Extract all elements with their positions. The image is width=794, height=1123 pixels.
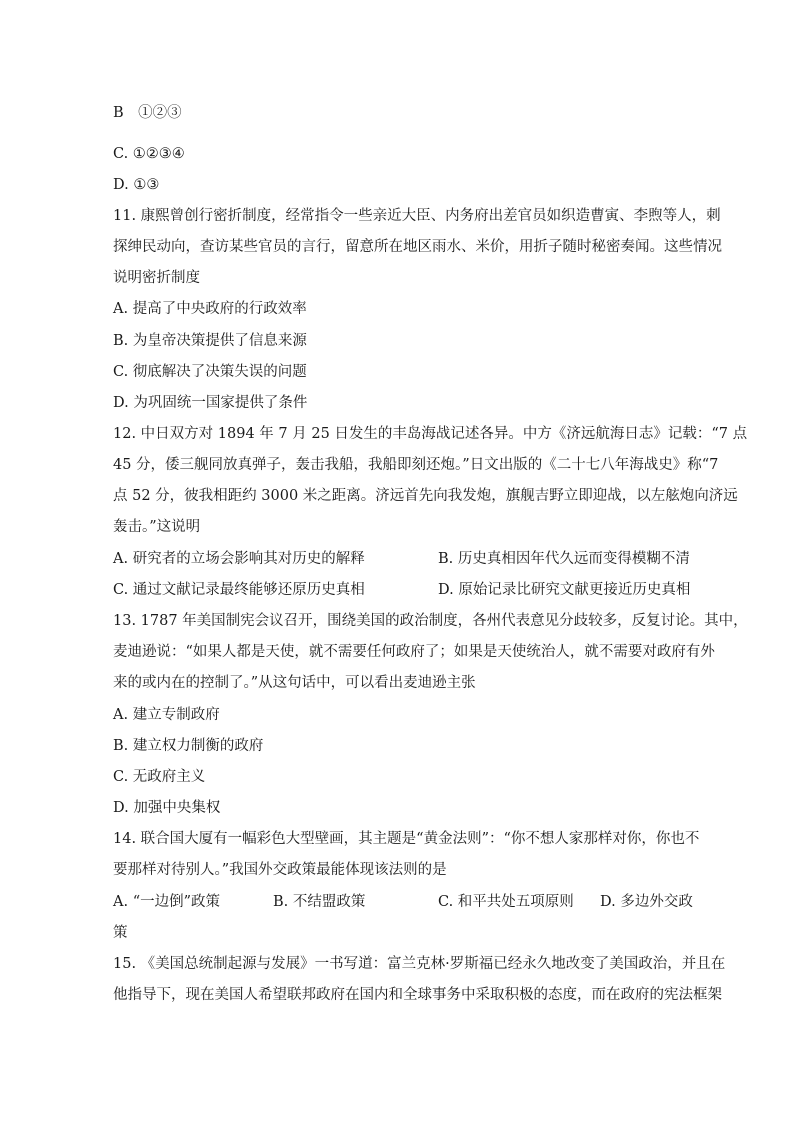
q11-stem-line-3: 说明密折制度 (113, 270, 200, 286)
q12-stem-line-1: 12. 中日双方对 1894 年 7 月 25 日发生的丰岛海战记述各异。中方《济远航海日志》记载：“7 点 (113, 426, 748, 442)
q10-option-d: D. ①③ (113, 177, 160, 193)
q12-stem-line-4: 轰击。”这说明 (113, 519, 201, 535)
q14-option-c: C. 和平共处五项原则 (438, 894, 574, 910)
q11-stem-line-1: 11. 康熙曾创行密折制度，经常指令一些亲近大臣、内务府出差官员如织造曹寅、李煦等人，刺 (113, 208, 721, 224)
q12-options-row-1 (113, 549, 703, 569)
q14-options-row (113, 892, 703, 912)
q13-option-a: A. 建立专制政府 (113, 707, 220, 723)
q13-option-c: C. 无政府主义 (113, 769, 206, 785)
q14-stem-line-1: 14. 联合国大厦有一幅彩色大型壁画，其主题是“黄金法则”：“你不想人家那样对你，你也不 (113, 831, 700, 847)
q12-option-b: B. 历史真相因年代久远而变得模糊不清 (438, 551, 690, 567)
q15-stem-line-1: 15. 《美国总统制起源与发展》一书写道：富兰克林·罗斯福已经永久地改变了美国政治，并且在 (113, 956, 726, 972)
q14-option-a: A. “一边倒”政策 (113, 894, 221, 910)
q14-stem-line-2: 要那样对待别人。”我国外交政策最能体现该法则的是 (113, 862, 447, 878)
q10-option-b: B ①②③ (113, 105, 182, 121)
q11-stem-line-2: 探绅民动向，查访某些官员的言行，留意所在地区雨水、米价，用折子随时秘密奏闻。这些情况 (113, 239, 722, 255)
q11-option-c: C. 彻底解决了决策失误的问题 (113, 364, 307, 380)
q13-stem-line-1: 13. 1787 年美国制宪会议召开，围绕美国的政治制度，各州代表意见分歧较多，反复讨论。其中， (113, 613, 748, 629)
q14-option-b: B. 不结盟政策 (273, 894, 366, 910)
q12-option-d: D. 原始记录比研究文献更接近历史真相 (438, 582, 691, 598)
q11-option-a: A. 提高了中央政府的行政效率 (113, 301, 307, 317)
q12-stem-line-3: 点 52 分，彼我相距约 3000 米之距离。济远首先向我发炮，旗舰吉野立即迎战，以左舷炮向济远 (113, 488, 738, 504)
q14-option-d-wrap: 策 (113, 925, 128, 941)
q13-option-b: B. 建立权力制衡的政府 (113, 738, 264, 754)
q14-option-d: D. 多边外交政 (600, 894, 693, 910)
q11-option-d: D. 为巩固统一国家提供了条件 (113, 395, 308, 411)
q15-stem-line-2: 他指导下，现在美国人希望联邦政府在国内和全球事务中采取积极的态度，而在政府的宪法框架 (113, 987, 722, 1003)
q13-option-d: D. 加强中央集权 (113, 800, 221, 816)
q12-stem-line-2: 45 分，倭三舰同放真弹子，轰击我船，我船即刻还炮。”日文出版的《二十七八年海战史》称“7 (113, 457, 719, 473)
q13-stem-line-2: 麦迪逊说：“如果人都是天使，就不需要任何政府了；如果是天使统治人，就不需要对政府有外 (113, 644, 715, 660)
q10-option-c: C. ①②③④ (113, 146, 185, 162)
q12-option-c: C. 通过文献记录最终能够还原历史真相 (113, 582, 365, 598)
q12-options-row-2 (113, 580, 703, 600)
q13-stem-line-3: 来的或内在的控制了。”从这句话中，可以看出麦迪逊主张 (113, 675, 476, 691)
q12-option-a: A. 研究者的立场会影响其对历史的解释 (113, 551, 365, 567)
q11-option-b: B. 为皇帝决策提供了信息来源 (113, 333, 307, 349)
